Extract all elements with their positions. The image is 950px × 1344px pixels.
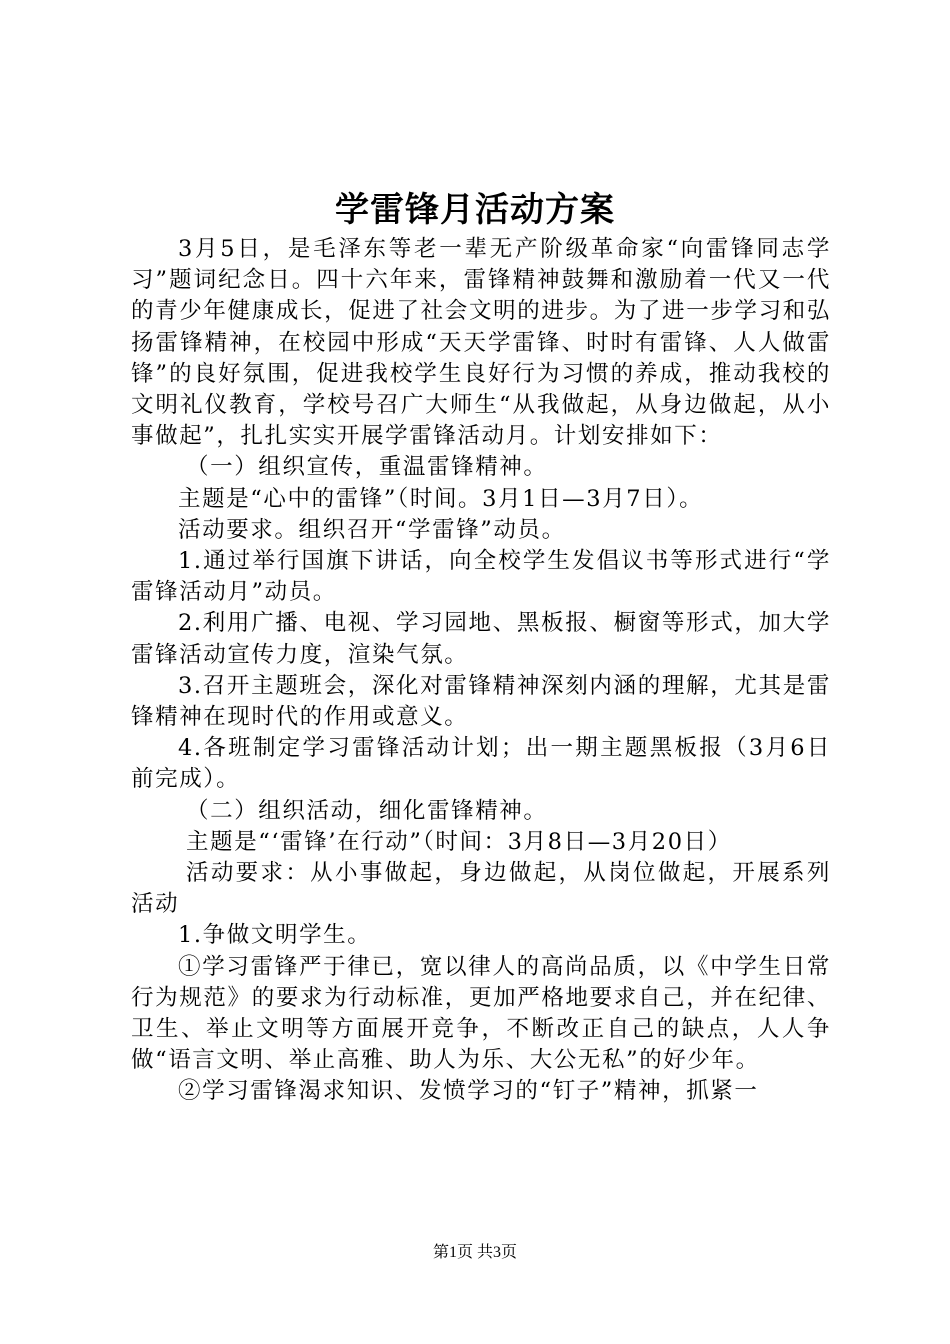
paragraph-theme-2: 主题是“‘雷锋’在行动”（时间：3月8日—3月20日） [186,828,732,855]
document-title: 学雷锋月活动方案 [335,190,615,230]
page-footer: 第1页 共3页 [432,1244,517,1261]
paragraph-requirement-1: 活动要求。组织召开“学雷锋”动员。 [178,516,566,543]
paragraph-intro: 3月5日，是毛泽东等老一辈无产阶级革命家“向雷锋同志学习”题词纪念日。四十六年来，雷锋精神鼓舞和激励着一代又一代的青少年健康成长，促进了社会文明的进步。为了进一步学习和弘扬雷锋精神，在校园中形成“天天学雷锋、时时有雷锋、人人做雷锋”的良好氛围，促进我校学生良好行为习惯的养成，推动我校的文明礼仪教育，学校号召广大师生“从我做起，从身边做起，从小事做起”，扎扎实实开展学雷锋活动月。计划安排如下： [131,236,831,450]
paragraph-requirement-2: 活动要求：从小事做起，身边做起，从岗位做起，开展系列活动 [131,860,831,918]
paragraph-theme-1: 主题是“心中的雷锋”（时间。3月1日—3月7日）。 [178,485,704,512]
list-item-2-1-b: ②学习雷锋渴求知识、发愤学习的“钉子”精神，抓紧一 [178,1078,759,1105]
section-heading-1: （一）组织宣传，重温雷锋精神。 [186,454,548,481]
section-heading-2: （二）组织活动，细化雷锋精神。 [186,797,548,824]
list-item-1-2: 2.利用广播、电视、学习园地、黑板报、橱窗等形式，加大学雷锋活动宣传力度，渲染气氛。 [131,610,831,668]
document-body [131,234,831,1108]
list-item-2-1-a: ①学习雷锋严于律已，宽以律人的高尚品质，以《中学生日常行为规范》的要求为行动标准，更加严格地要求自己，并在纪律、卫生、举止文明等方面展开竞争，不断改正自己的缺点，人人争做“语言文明、举止高雅、助人为乐、大公无私”的好少年。 [131,953,831,1074]
list-item-1-4: 4.各班制定学习雷锋活动计划；出一期主题黑板报（3月6日前完成）。 [131,735,831,793]
list-item-1-1: 1.通过举行国旗下讲话，向全校学生发倡议书等形式进行“学雷锋活动月”动员。 [131,548,831,606]
list-item-2-1: 1.争做文明学生。 [178,922,372,949]
list-item-1-3: 3.召开主题班会，深化对雷锋精神深刻内涵的理解，尤其是雷锋精神在现时代的作用或意义。 [131,672,831,731]
